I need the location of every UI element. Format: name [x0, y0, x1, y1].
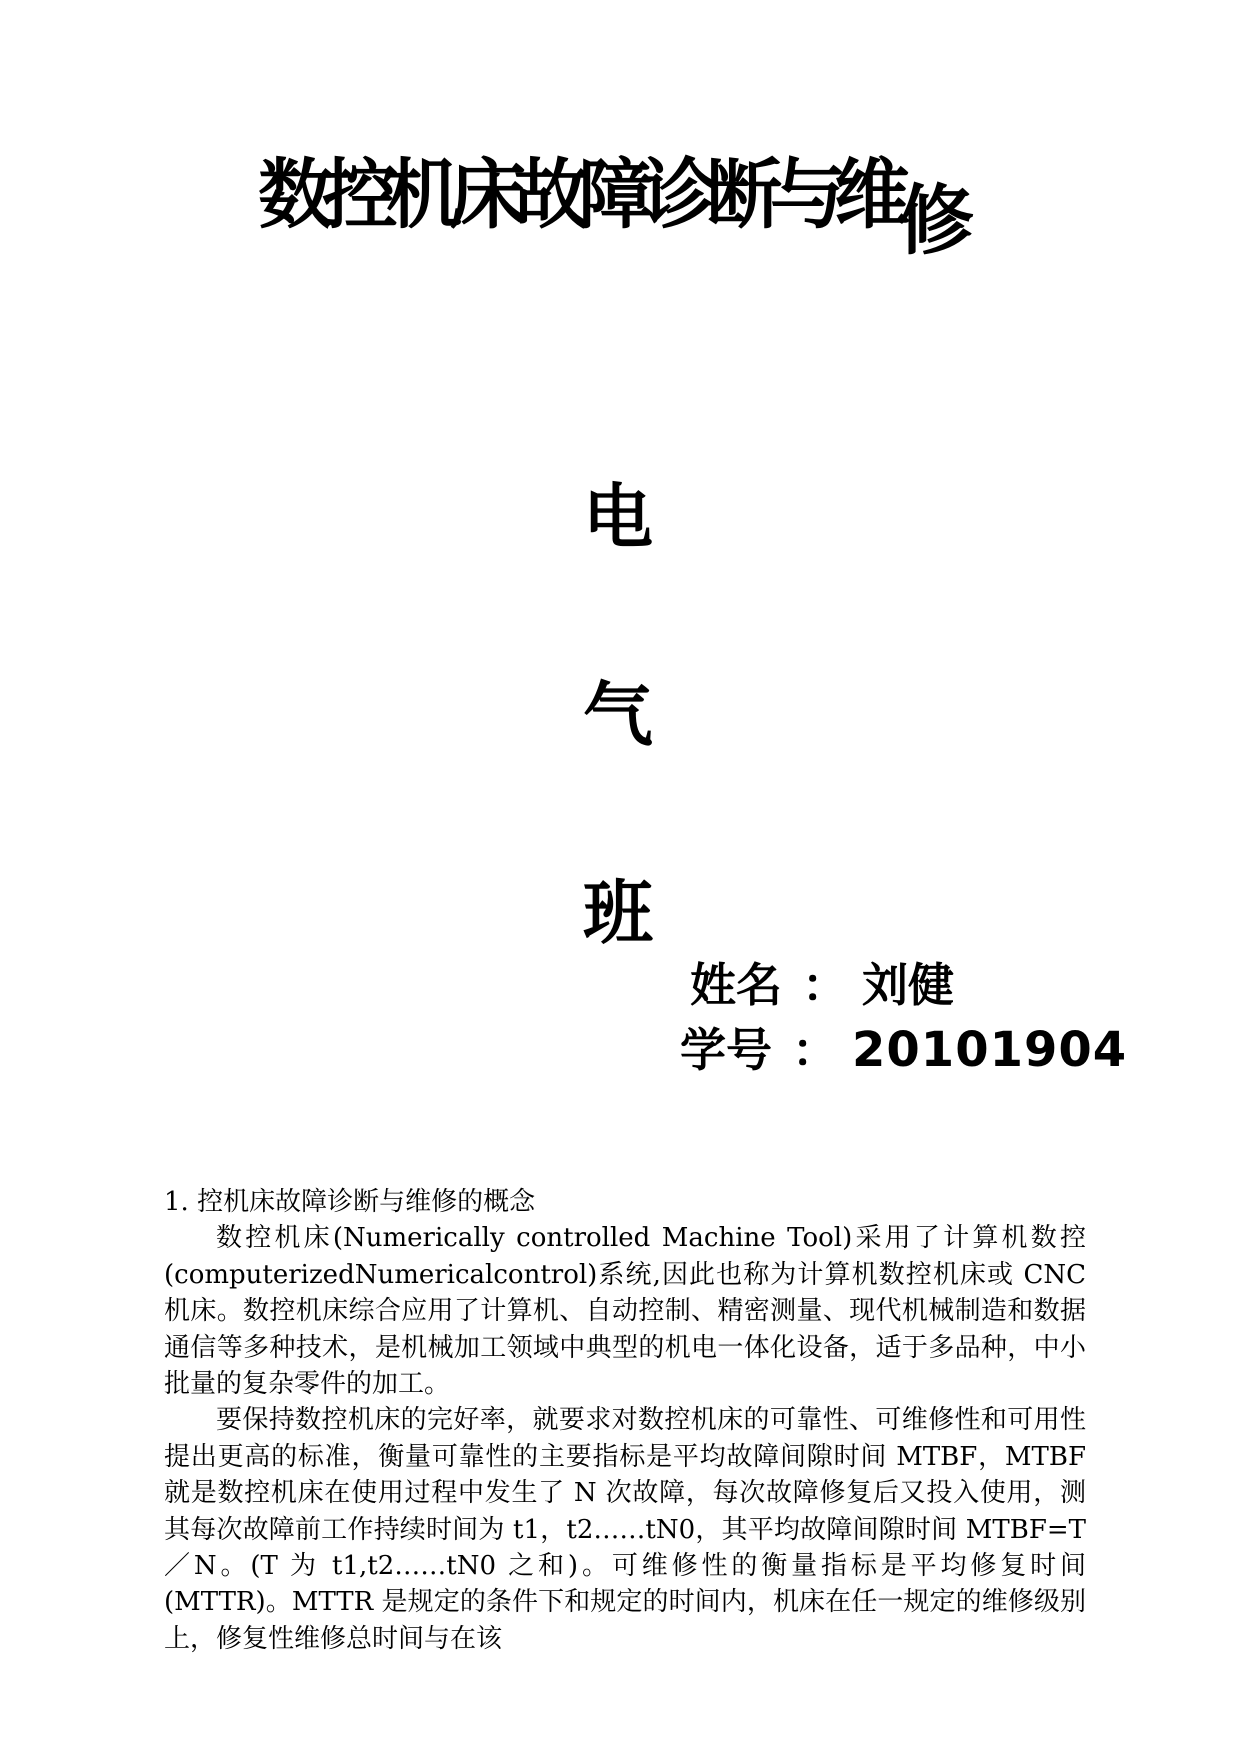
vertical-label-char-qi: 气	[583, 673, 653, 756]
student-id-row	[680, 1024, 1127, 1077]
vertical-label-char-dian: 电	[583, 475, 653, 558]
document-title-last-char: 修	[898, 176, 974, 265]
name-colon: ：	[802, 958, 848, 1012]
section-heading: 1. 控机床故障诊断与维修的概念	[164, 1187, 536, 1217]
student-id-label: 学号	[680, 1023, 772, 1077]
body-paragraph-1: 数控机床(Numerically controlled Machine Tool)采用了计算机数控(computerizedNumericalcontrol)系统,因此也称为计算机数控机床或 CNC 机床。数控机床综合应用了计算机、自动控制、精密测量、现代机械制造和数据通信等多种技术，是机械加工领域中典型的机电一体化设备，适于多品种，中小批量的复杂零件的加工。	[164, 1223, 1086, 1400]
body-paragraph-2: 要保持数控机床的完好率，就要求对数控机床的可靠性、可维修性和可用性提出更高的标准，衡量可靠性的主要指标是平均故障间隙时间 MTBF，MTBF 就是数控机床在使用过程中发生了 N 次故障，每次故障修复后又投入使用，测其每次故障前工作持续时间为 t1，t2……tN0，其平均故障间隙时间 MTBF=T／N。(T 为 t1,t2……tN0 之和)。可维修性的衡量指标是平均修复时间(MTTR)。MTTR 是规定的条件下和规定的时间内，机床在任一规定的维修级别上，修复性维修总时间与在该	[164, 1405, 1086, 1654]
student-id-value: 20101904	[852, 1022, 1128, 1078]
document-title	[258, 134, 974, 265]
name-label: 姓名	[690, 958, 782, 1012]
document-title-main: 数控机床故障诊断与维	[258, 150, 898, 239]
name-row	[690, 960, 954, 1011]
student-id-colon: ：	[792, 1023, 838, 1077]
body-text-section	[164, 1184, 1086, 1657]
name-value: 刘健	[862, 958, 954, 1012]
vertical-label-char-ban: 班	[583, 871, 653, 954]
